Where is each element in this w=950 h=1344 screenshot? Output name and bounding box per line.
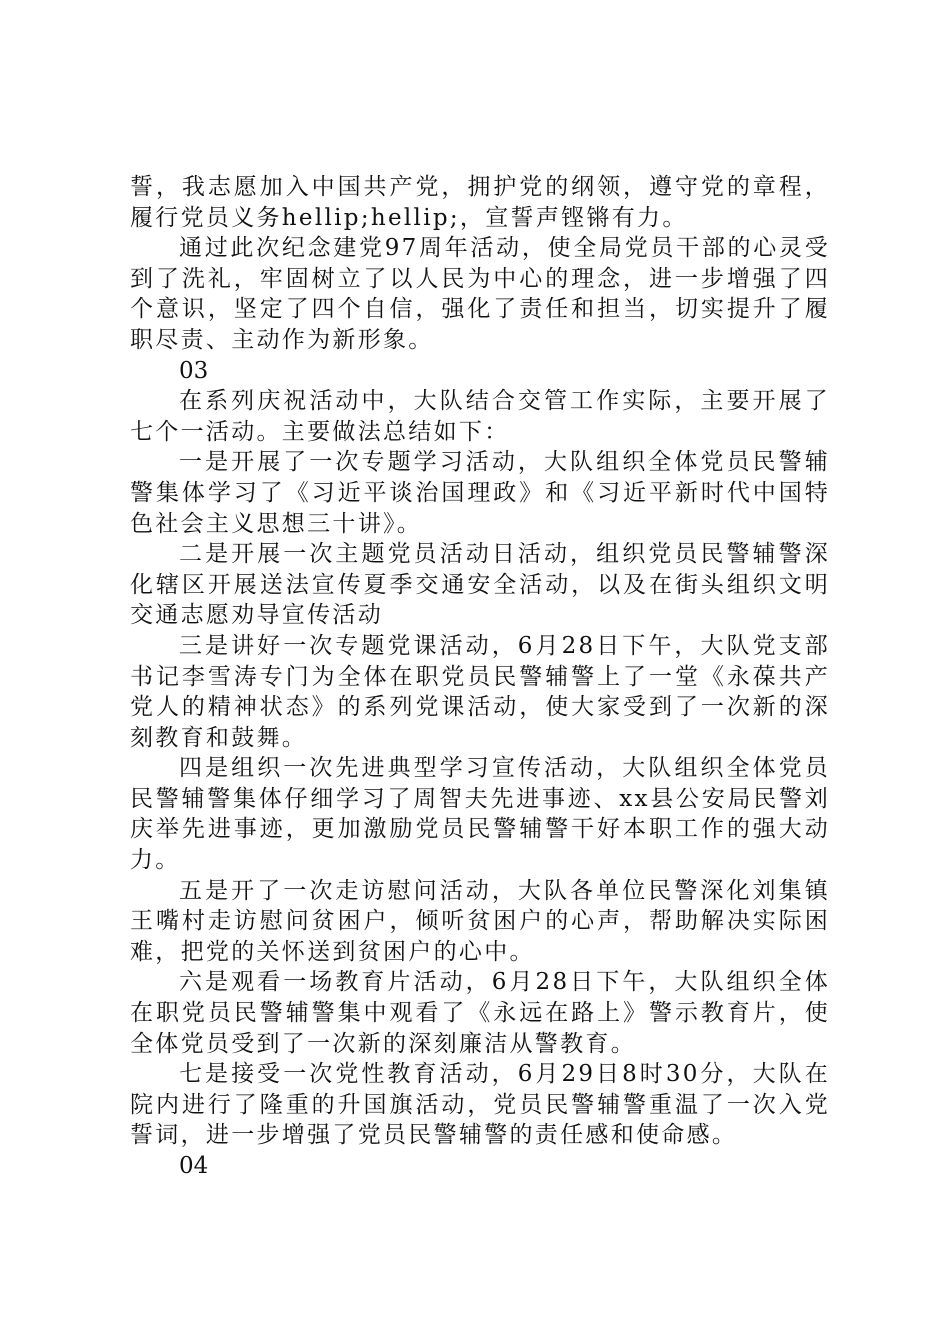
paragraph-activity-6: 六是观看一场教育片活动，6月28日下午，大队组织全体在职党员民警辅警集中观看了《永远在路上》警示教育片，使全体党员受到了一次新的深刻廉洁从警教育。 xyxy=(130,969,830,1057)
section-number-04: 04 xyxy=(179,1153,209,1179)
document-page xyxy=(130,172,830,1182)
paragraph-activity-3: 三是讲好一次专题党课活动，6月28日下午，大队党支部书记李雪涛专门为全体在职党员民警辅警上了一堂《永葆共产党人的精神状态》的系列党课活动，使大家受到了一次新的深刻教育和鼓舞。 xyxy=(130,632,830,751)
section-number-03: 03 xyxy=(179,357,209,384)
paragraph-anniversary-summary: 通过此次纪念建党97周年活动，使全局党员干部的心灵受到了洗礼，牢固树立了以人民为中心的理念，进一步增强了四个意识，坚定了四个自信，强化了责任和担当，切实提升了履职尽责、主动作为新形象。 xyxy=(130,235,830,353)
paragraph-activity-1: 一是开展了一次专题学习活动，大队组织全体党员民警辅警集体学习了《习近平谈治国理政》和《习近平新时代中国特色社会主义思想三十讲》。 xyxy=(130,449,830,537)
paragraph-activity-2: 二是开展一次主题党员活动日活动，组织党员民警辅警深化辖区开展送法宣传夏季交通安全活动，以及在街头组织文明交通志愿劝导宣传活动 xyxy=(130,541,830,629)
paragraph-oath-continuation: 誓，我志愿加入中国共产党，拥护党的纲领，遵守党的章程，履行党员义务hellip;hellip;，宣誓声铿锵有力。 xyxy=(130,174,830,231)
paragraph-activity-7: 七是接受一次党性教育活动，6月29日8时30分，大队在院内进行了隆重的升国旗活动，党员民警辅警重温了一次入党誓词，进一步增强了党员民警辅警的责任感和使命感。 xyxy=(130,1061,830,1149)
paragraph-activity-5: 五是开了一次走访慰问活动，大队各单位民警深化刘集镇王嘴村走访慰问贫困户，倾听贫困户的心声，帮助解决实际困难，把党的关怀送到贫困户的心中。 xyxy=(130,877,830,965)
paragraph-activity-4: 四是组织一次先进典型学习宣传活动，大队组织全体党员民警辅警集体仔细学习了周智夫先进事迹、xx县公安局民警刘庆举先进事迹，更加激励党员民警辅警干好本职工作的强大动力。 xyxy=(130,755,830,874)
paragraph-activities-intro: 在系列庆祝活动中，大队结合交管工作实际，主要开展了七个一活动。主要做法总结如下： xyxy=(130,388,830,445)
